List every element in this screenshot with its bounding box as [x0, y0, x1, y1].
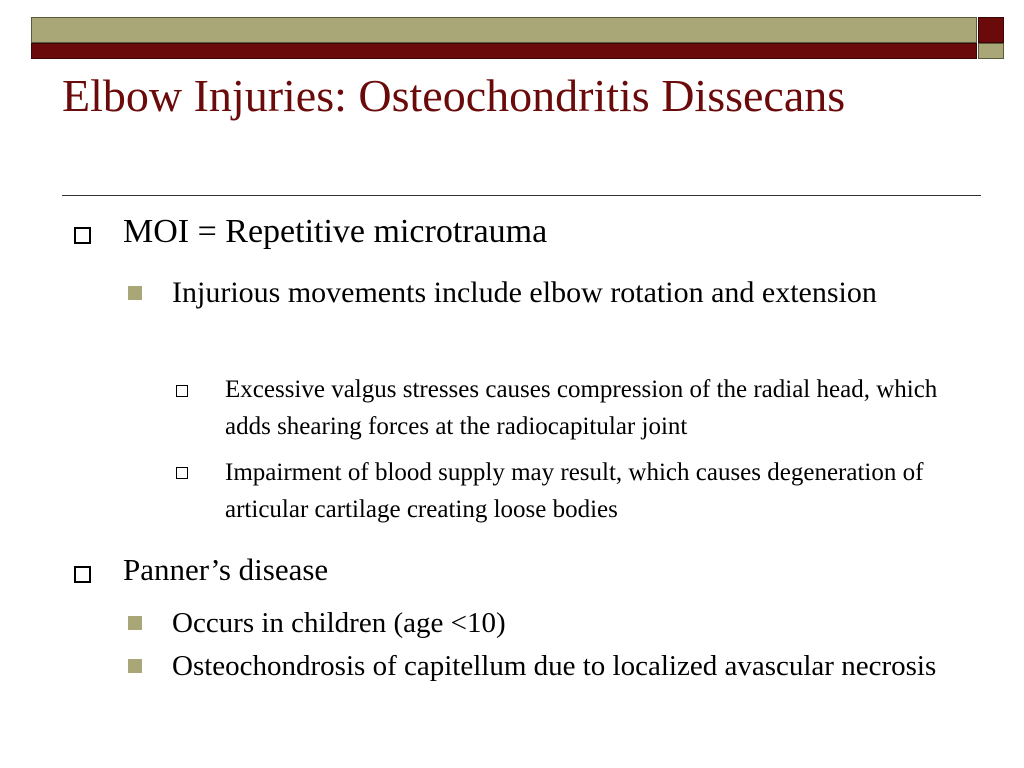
bullet-level2: Occurs in children (age <10) [172, 607, 506, 639]
filled-square-bullet-icon [128, 616, 142, 630]
bullet-level2: Osteochondrosis of capitellum due to localized avascular necrosis [172, 650, 937, 682]
corner-olive-square [978, 43, 1004, 59]
bullet-level3: Excessive valgus stresses causes compression of the radial head, which adds shearing forces at the radiocapitular joint [225, 376, 938, 440]
bullet-level2: Injurious movements include elbow rotation and extension [172, 276, 877, 309]
bullet-level3: Impairment of blood supply may result, which causes degeneration of articular cartilage creating loose bodies [225, 459, 924, 523]
bullet-level1: MOI = Repetitive microtrauma [123, 213, 548, 250]
title-divider [62, 195, 981, 196]
bullet-level1: Panner’s disease [123, 552, 329, 587]
header-olive-bar [31, 17, 977, 43]
filled-square-bullet-icon [128, 659, 142, 673]
filled-square-bullet-icon [128, 286, 142, 300]
hollow-square-bullet-icon [74, 227, 91, 244]
corner-maroon-square [978, 17, 1004, 43]
small-hollow-square-bullet-icon [176, 467, 188, 479]
small-hollow-square-bullet-icon [176, 385, 188, 397]
hollow-square-bullet-icon [74, 566, 91, 583]
header-maroon-bar [31, 43, 977, 59]
slide-title: Elbow Injuries: Osteochondritis Dissecans [62, 70, 846, 121]
